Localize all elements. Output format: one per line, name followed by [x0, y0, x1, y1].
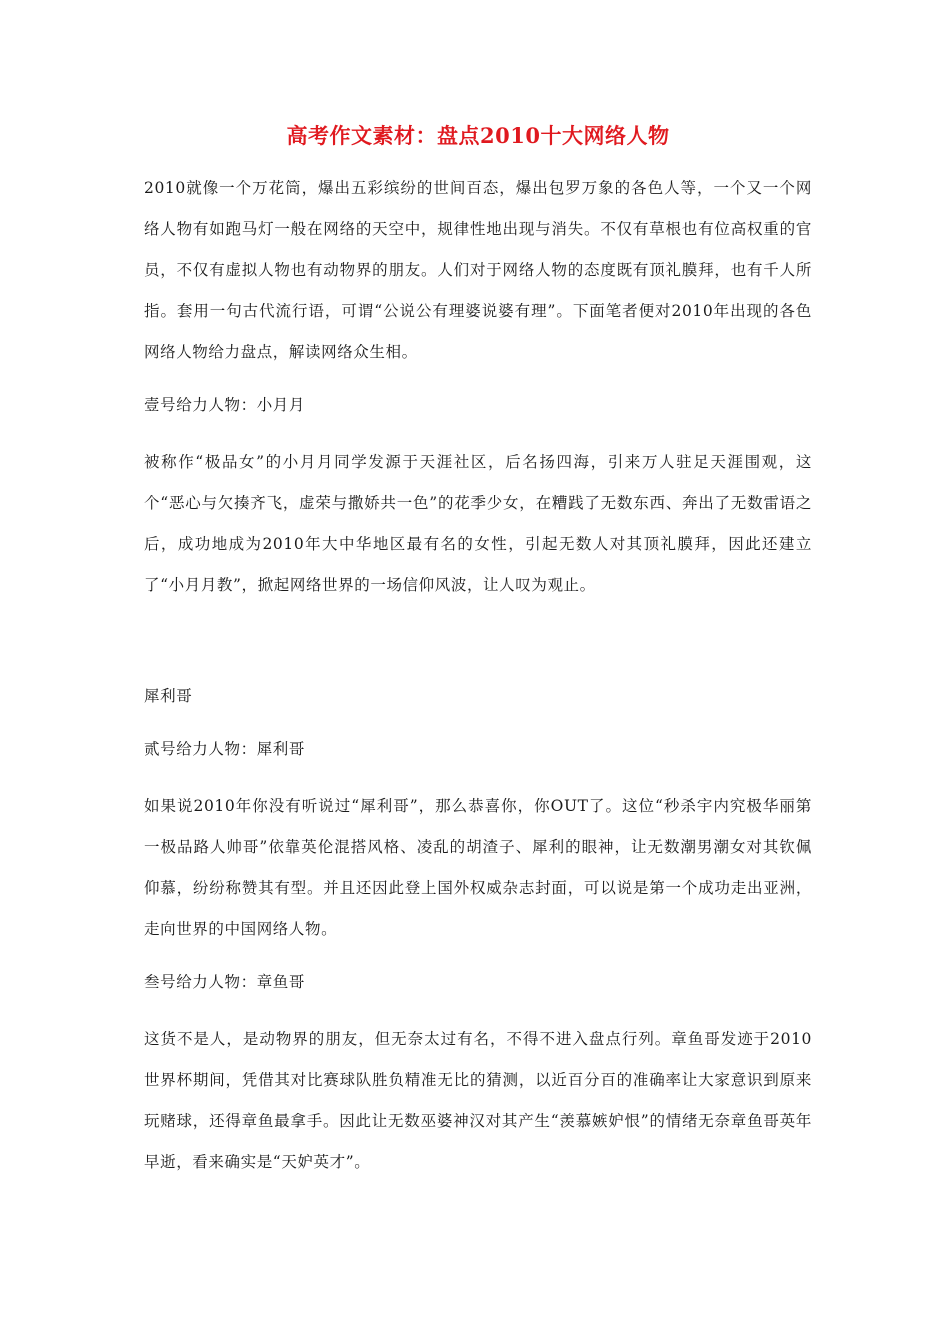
intro-paragraph: 2010就像一个万花筒，爆出五彩缤纷的世间百态，爆出包罗万象的各色人等，一个又一个网络人物有如跑马灯一般在网络的天空中，规律性地出现与消失。不仅有草根也有位高权重的官员，不仅有虚拟人物也有动物界的朋友。人们对于网络人物的态度既有顶礼膜拜，也有千人所指。套用一句古代流行语，可谓“公说公有理婆说婆有理”。下面笔者便对2010年出现的各色网络人物给力盘点，解读网络众生相。	[144, 179, 812, 361]
document-content	[144, 122, 812, 1183]
section-2-caption: 犀利哥	[144, 687, 193, 705]
section-3-heading: 叁号给力人物：章鱼哥	[144, 973, 306, 991]
document-title: 高考作文素材：盘点2010十大网络人物	[286, 123, 670, 148]
section-2-heading: 贰号给力人物：犀利哥	[144, 740, 306, 758]
section-2-body: 如果说2010年你没有听说过“犀利哥”，那么恭喜你，你OUT了。这位“秒杀宇内究极华丽第一极品路人帅哥”依靠英伦混搭风格、凌乱的胡渣子、犀利的眼神，让无数潮男潮女对其钦佩仰慕，纷纷称赞其有型。并且还因此登上国外权威杂志封面，可以说是第一个成功走出亚洲，走向世界的中国网络人物。	[144, 797, 812, 938]
section-1-heading: 壹号给力人物：小月月	[144, 396, 306, 414]
section-3-body: 这货不是人，是动物界的朋友，但无奈太过有名，不得不进入盘点行列。章鱼哥发迹于2010世界杯期间，凭借其对比赛球队胜负精准无比的猜测，以近百分百的准确率让大家意识到原来玩赌球，还得章鱼最拿手。因此让无数巫婆神汉对其产生“羡慕嫉妒恨”的情绪无奈章鱼哥英年早逝，看来确实是“天妒英才”。	[144, 1030, 812, 1171]
section-1-body: 被称作“极品女”的小月月同学发源于天涯社区，后名扬四海，引来万人驻足天涯围观，这个“恶心与欠揍齐飞，虚荣与撒娇共一色”的花季少女，在糟践了无数东西、奔出了无数雷语之后，成功地成为2010年大中华地区最有名的女性，引起无数人对其顶礼膜拜，因此还建立了“小月月教”，掀起网络世界的一场信仰风波，让人叹为观止。	[144, 453, 812, 594]
